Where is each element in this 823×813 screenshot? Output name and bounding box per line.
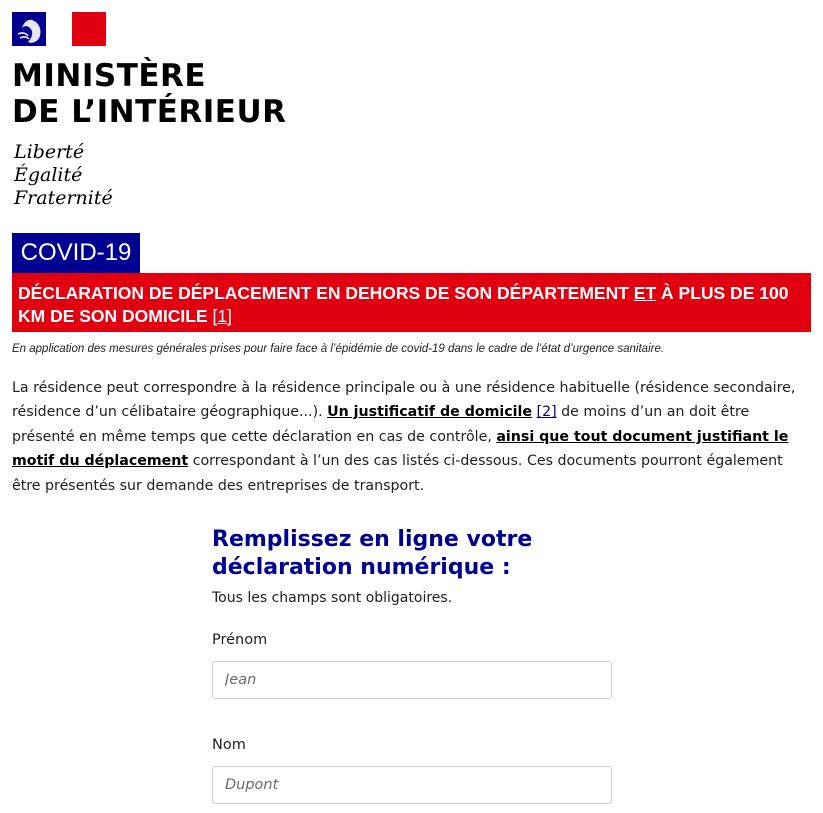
ministry-name xyxy=(12,58,287,130)
intro-text-1: La résidence peut correspondre à la résidence principale ou à une résidence habituelle (résidence secondaire, résidence d’un célibataire géographique...). xyxy=(12,380,796,421)
intro-paragraph xyxy=(12,376,812,498)
flag-red-stripe xyxy=(72,12,106,46)
firstname-label: Prénom xyxy=(212,632,268,648)
declaration-title-et: ET xyxy=(633,283,657,303)
flag-blue-stripe xyxy=(12,12,46,46)
flag-white-stripe xyxy=(46,12,72,46)
declaration-form xyxy=(212,526,612,753)
ministry-line-2: DE L’INTÉRIEUR xyxy=(12,94,287,130)
firstname-input[interactable] xyxy=(212,661,612,699)
form-title: Remplissez en ligne votre déclaration numérique : xyxy=(212,527,533,580)
legal-subtitle: En application des mesures générales prises pour faire face à l’épidémie de covid-19 dans le cadre de l’état d’urgence sanitaire. xyxy=(12,343,665,355)
republic-logo xyxy=(12,12,106,46)
motto-egalite: Égalité xyxy=(14,164,83,186)
declaration-title xyxy=(18,282,805,328)
footnote-link-2[interactable]: [2] xyxy=(536,404,557,421)
motto-fraternite: Fraternité xyxy=(14,187,113,209)
marianne-icon xyxy=(12,12,46,46)
declaration-title-part1: DÉCLARATION DE DÉPLACEMENT EN DEHORS DE SON DÉPARTEMENT xyxy=(18,283,634,303)
justifying-document-text: ainsi que tout document justifiant le motif du déplacement xyxy=(12,428,789,470)
declaration-banner xyxy=(12,273,811,332)
lastname-label: Nom xyxy=(212,737,246,753)
intro-text-3: correspondant à l’un des cas listés ci-dessous. Ces documents pourront également être présentés sur demande des entreprises de transport. xyxy=(12,453,783,494)
ministry-line-1: MINISTÈRE xyxy=(12,58,207,94)
proof-of-address-text: Un justificatif de domicile xyxy=(327,404,533,421)
intro-text-2: de moins d’un an doit être présenté en même temps que cette déclaration en cas de contrôle, xyxy=(12,404,750,445)
declaration-title-part2: À PLUS DE 100 KM DE SON DOMICILE xyxy=(18,283,789,326)
lastname-input[interactable] xyxy=(212,766,612,804)
republic-motto xyxy=(14,141,113,210)
footnote-link-1[interactable]: [1] xyxy=(212,306,232,326)
covid-badge: COVID-19 xyxy=(12,233,140,273)
motto-liberte: Liberté xyxy=(14,141,85,163)
required-fields-note: Tous les champs sont obligatoires. xyxy=(212,590,453,606)
